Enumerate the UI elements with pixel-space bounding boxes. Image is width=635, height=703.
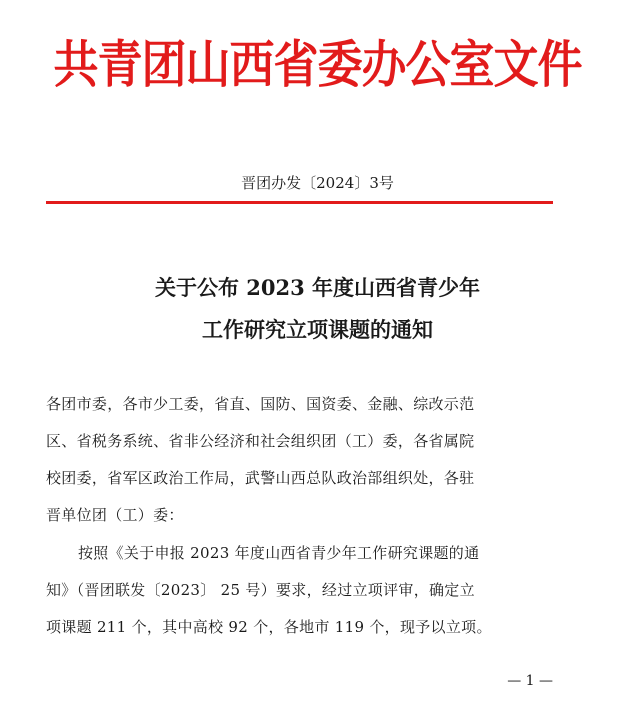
addressee-line: 校团委，省军区政治工作局，武警山西总队政治部组织处，各驻 — [46, 469, 475, 487]
addressee-line: 区、省税务系统、省非公经济和社会组织团（工）委，各省属院 — [46, 432, 475, 450]
page-number: — 1 — — [507, 673, 553, 689]
body-paragraph-line: 知》（晋团联发〔2023〕 25 号）要求，经过立项评审，确定立 — [46, 581, 475, 599]
document-header-title: 共青团山西省委办公室文件 — [53, 34, 582, 95]
body-paragraph-line: 按照《关于申报 2023 年度山西省青少年工作研究课题的通 — [78, 544, 480, 562]
addressee-line: 晋单位团（工）委： — [46, 506, 184, 524]
notice-title-line-1: 关于公布 2023 年度山西省青少年 — [154, 275, 481, 300]
notice-title-line-2: 工作研究立项课题的通知 — [202, 317, 433, 342]
document-number: 晋团办发〔2024〕3号 — [241, 174, 394, 192]
red-divider-line — [46, 201, 553, 204]
body-paragraph-line: 项课题 211 个，其中高校 92 个，各地市 119 个，现予以立项。 — [46, 618, 492, 636]
addressee-line: 各团市委，各市少工委，省直、国防、国资委、金融、综改示范 — [46, 395, 475, 413]
